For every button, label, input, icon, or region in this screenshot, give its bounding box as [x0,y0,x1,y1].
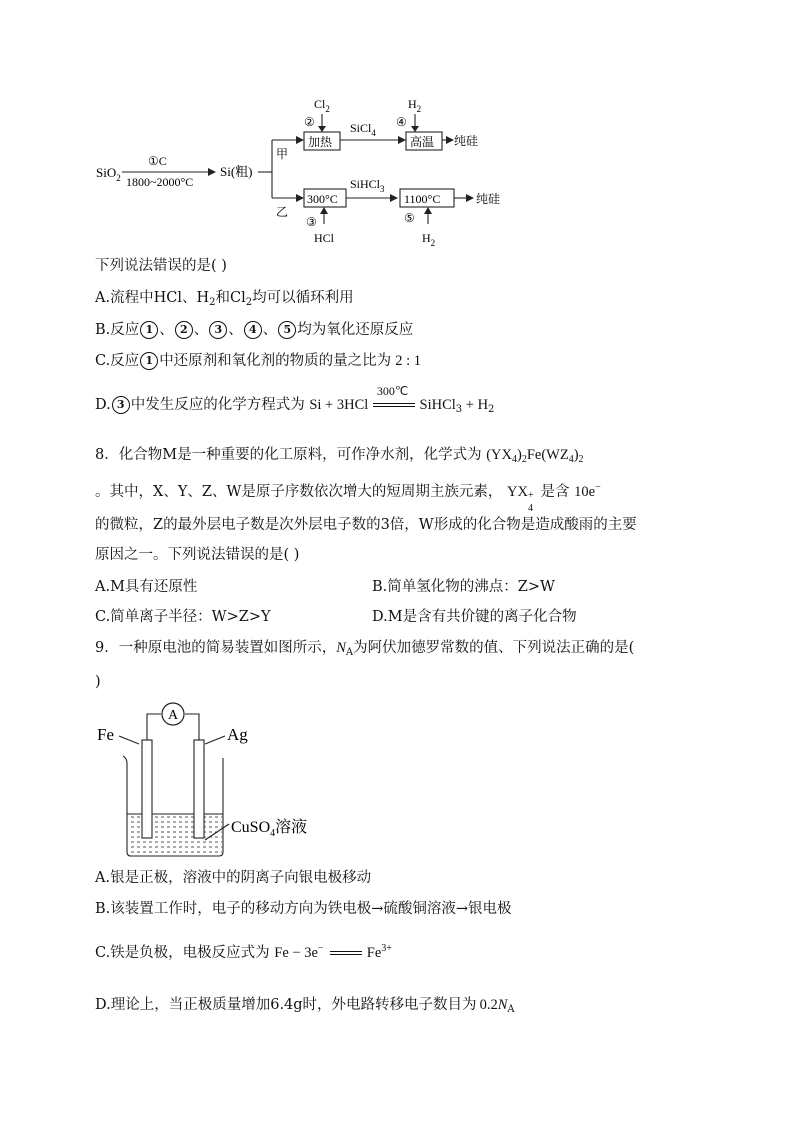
reaction-condition: 300℃ [376,384,409,398]
q8-line3: 的微粒，Z的最外层电子数是次外层电子数的3倍，W形成的化合物是造成酸雨的主要 [95,517,637,533]
step1-condition: 1800~2000°C [126,175,194,189]
h2-top-label: $H_2$ [408,97,422,114]
q9-line1: 9．一种原电池的简易装置如图所示，$N_A$为阿伏加德罗常数的值、下列说法正确的是( [95,640,635,658]
step1-label: ①C [148,154,167,168]
solution-label: CuSO$_4$溶液 [231,819,308,839]
q7-stem: 下列说法错误的是( ) [95,258,227,274]
fe-label: Fe [97,725,114,744]
q7-option-b: B.反应 1 、 2 、 3 、 4 、 5 均为氧化还原反应 [95,322,414,338]
step3-label: ③ [306,215,317,229]
sihcl3-label: SiHCl$_3$ [350,177,385,194]
q8-option-a: A.M具有还原性 [95,579,198,595]
silicon-process-flow [90,92,530,252]
q8-line1: 8．化合物M是一种重要的化工原料，可作净水剂，化学式为 $(YX_4)_2Fe(WZ_4)_2$ [95,447,584,465]
pure-si-top-label: 纯硅 [454,134,479,148]
step5-label: ⑤ [404,211,415,225]
ag-electrode [194,740,204,838]
q9-option-a: A.银是正极，溶液中的阴离子向银电极移动 [95,870,372,886]
q7-option-d: D. 3 中发生反应的化学方程式为 Si + 3HCl 300℃ SiHCl$_3$ + $H_2$ [95,384,495,415]
ammeter-label: A [168,708,179,723]
q8-option-b: B.简单氢化物的沸点：Z>W [372,579,555,595]
sicl4-label: SiCl$_4$ [350,121,376,138]
step4-label: ④ [396,115,407,129]
box-1100c-label: 1100°C [404,192,441,206]
q8-option-c: C.简单离子半径：W>Z>Y [95,609,271,625]
step2-label: ② [304,115,315,129]
q7-option-c: C.反应 1 中还原剂和氧化剂的物质的量之比为 2 : 1 [95,353,421,369]
route-a-label: 甲 [276,147,289,161]
fe-electrode [142,740,152,838]
galvanic-cell-diagram [95,700,345,860]
heat-box-label: 加热 [308,135,333,149]
q8-option-d: D.M是含有共价键的离子化合物 [372,609,577,625]
hcl-label: HCl [314,231,335,245]
route-b-label: 乙 [276,205,289,219]
si-crude-label: Si(粗) [220,164,253,179]
q9-option-d: D.理论上，当正极质量增加6.4g时，外电路转移电子数目为 $0.2N_A$ [95,997,515,1015]
sio2-label: SiO$_2$ [96,165,121,183]
h2-bottom-label: $H_2$ [422,231,436,248]
ag-label: Ag [227,725,248,744]
pure-si-bottom-label: 纯硅 [476,192,501,206]
box-300c-label: 300°C [307,192,338,206]
cl2-label: $Cl_2$ [314,97,330,114]
q9-option-c: C.铁是负极，电极反应式为 Fe − 3e− $Fe^{3+}$ [95,943,392,961]
q8-line4: 原因之一。下列说法错误的是( ) [95,547,300,563]
q7-option-a: A.流程中HCl、$H_2$和$Cl_2$均可以循环利用 [95,290,354,308]
q9-line2: ) [95,674,101,690]
high-temp-box-label: 高温 [410,135,435,149]
q9-option-b: B.该装置工作时，电子的移动方向为铁电极→硫酸铜溶液→银电极 [95,901,512,917]
q8-line2: 。其中，X、Y、Z、W是原子序数依次增大的短周期主族元素， YX + 4 是含 10e− [95,482,601,514]
